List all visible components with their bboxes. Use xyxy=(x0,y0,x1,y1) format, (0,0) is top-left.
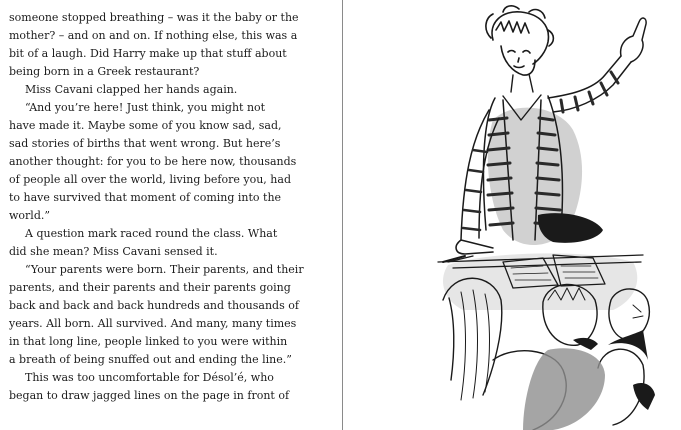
teacher-head xyxy=(486,6,553,75)
text-line: world.” xyxy=(9,209,50,222)
text-line: parents, and their parents and their parents going xyxy=(9,281,291,294)
text-line: a breath of being snuffed out and ending the line.” xyxy=(9,353,292,366)
text-line: of people all over the world, living before you, had xyxy=(9,173,291,186)
text-line: began to draw jagged lines on the page in front of xyxy=(9,389,290,402)
text-line: to have survived that moment of coming into the xyxy=(9,191,282,204)
text-line: another thought: for you to be here now, thousands xyxy=(9,155,297,168)
skirt-shadow xyxy=(538,213,603,243)
text-line: Miss Cavani clapped her hands again. xyxy=(25,83,238,96)
pupil-wash xyxy=(523,330,655,430)
text-line: someone stopped breathing – was it the baby or the xyxy=(9,11,299,24)
text-line: years. All born. All survived. And many, many times xyxy=(9,317,297,330)
text-line: being born in a Greek restaurant? xyxy=(9,65,200,78)
text-line: “Your parents were born. Their parents, and their xyxy=(25,263,304,276)
text-line: sad stories of births that went wrong. But here’s xyxy=(9,137,281,150)
text-line: mother? – and on and on. If nothing else, this was a xyxy=(9,29,298,42)
text-line: This was too uncomfortable for Désol’é, who xyxy=(25,371,274,384)
text-line: A question mark raced round the class. What xyxy=(25,227,278,240)
text-line: did she mean? Miss Cavani sensed it. xyxy=(9,245,218,258)
ink-illustration xyxy=(343,0,681,430)
arm-stripes xyxy=(561,72,618,112)
right-page xyxy=(343,0,681,430)
body-text xyxy=(9,9,304,405)
text-line: have made it. Maybe some of you know sad, sad, xyxy=(9,119,282,132)
text-line: bit of a laugh. Did Harry make up that stuff about xyxy=(9,47,287,60)
text-line: in that long line, people linked to you were within xyxy=(9,335,288,348)
text-line: back and back and back hundreds and thousands of xyxy=(9,299,299,312)
teacher-raised-arm xyxy=(548,18,646,112)
text-line: “And you’re here! Just think, you might not xyxy=(25,101,266,114)
